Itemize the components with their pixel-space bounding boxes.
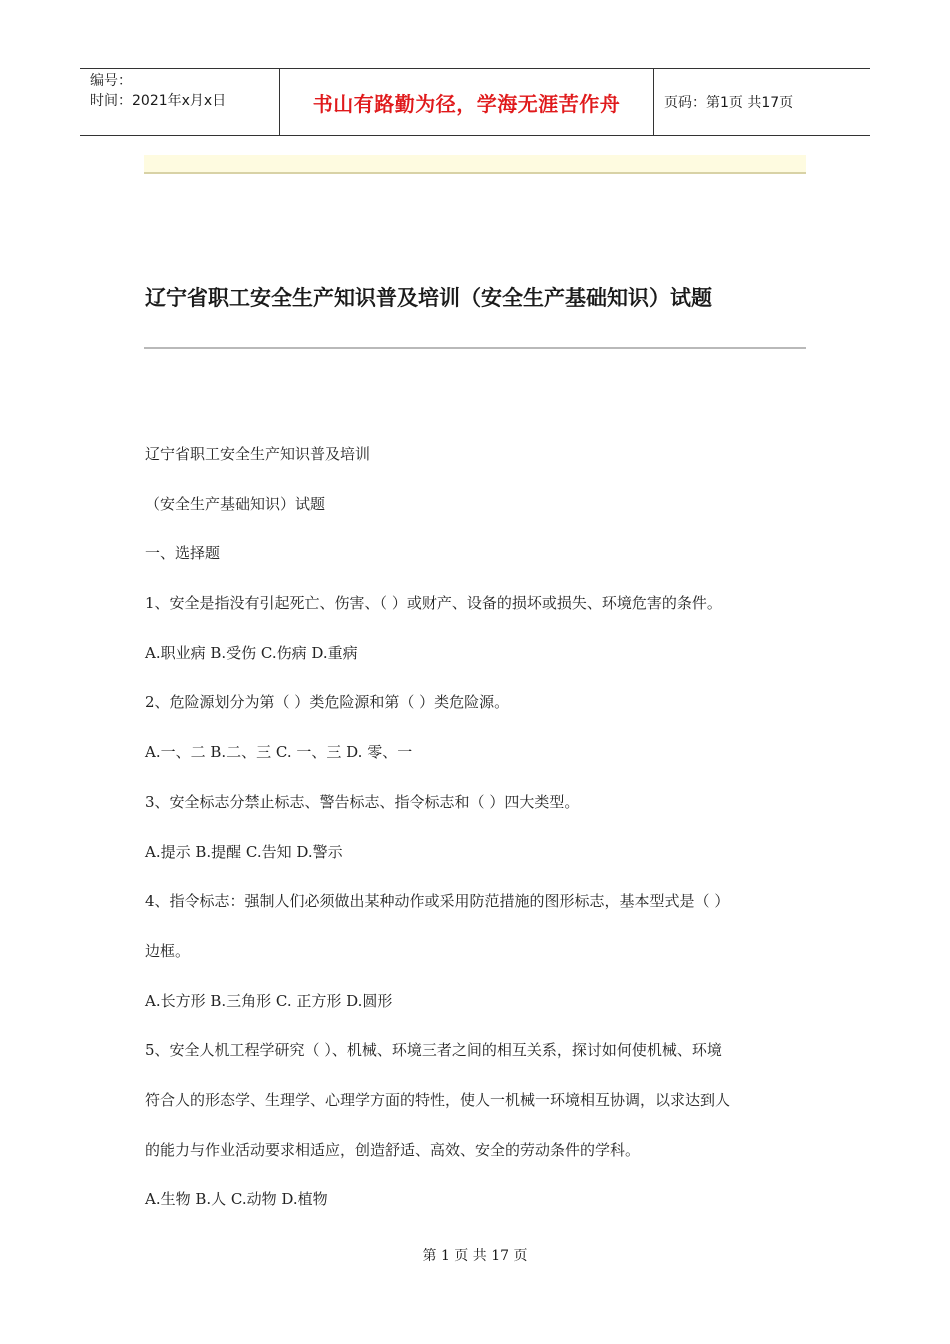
section-heading: 一、选择题 [145, 544, 221, 563]
question-3: 3、安全标志分禁止标志、警告标志、指令标志和（ ）四大类型。 [145, 792, 580, 811]
document-title: 辽宁省职工安全生产知识普及培训（安全生产基础知识）试题 [145, 286, 712, 310]
question-4-cont: 边框。 [145, 941, 191, 960]
body-line: （安全生产基础知识）试题 [145, 494, 326, 513]
question-5-cont: 的能力与作业活动要求相适应，创造舒适、高效、安全的劳动条件的学科。 [145, 1140, 641, 1159]
body-line: 辽宁省职工安全生产知识普及培训 [145, 445, 371, 463]
question-2: 2、危险源划分为第（ ）类危险源和第（ ）类危险源。 [145, 693, 510, 712]
question-5: 5、安全人机工程学研究（ ）、机械、环境三者之间的相互关系，探讨如何使机械、环境 [145, 1041, 722, 1060]
time-label: 时间：2021年x月x日 [90, 93, 227, 109]
document-body [145, 430, 805, 1225]
question-5-cont: 符合人的形态学、生理学、心理学方面的特性，使人一机械一环境相互协调，以求达到人 [145, 1090, 731, 1109]
options-3: A.提示 B.提醒 C.告知 D.警示 [145, 842, 343, 861]
options-5: A.生物 B.人 C.动物 D.植物 [145, 1190, 328, 1209]
options-2: A.一、二 B.二、三 C. 一、三 D. 零、一 [145, 743, 413, 762]
header-motto: 书山有路勤为径，学海无涯苦作舟 [280, 69, 654, 135]
header-table [80, 68, 870, 136]
band-divider [144, 172, 806, 174]
options-1: A.职业病 B.受伤 C.伤病 D.重病 [145, 643, 358, 662]
title-divider [144, 347, 806, 349]
question-1: 1、安全是指没有引起死亡、伤害、（ ）或财产、设备的损坏或损失、环境危害的条件。 [145, 594, 722, 613]
decorative-band [144, 155, 806, 172]
page-footer: 第 1 页 共 17 页 [422, 1248, 528, 1264]
question-4: 4、指令标志：强制人们必须做出某种动作或采用防范措施的图形标志，基本型式是（ ） [145, 892, 730, 911]
number-label: 编号： [90, 73, 132, 89]
header-page-label: 页码：第1页 共17页 [664, 95, 794, 111]
options-4: A.长方形 B.三角形 C. 正方形 D.圆形 [145, 991, 393, 1010]
header-meta [80, 69, 280, 135]
